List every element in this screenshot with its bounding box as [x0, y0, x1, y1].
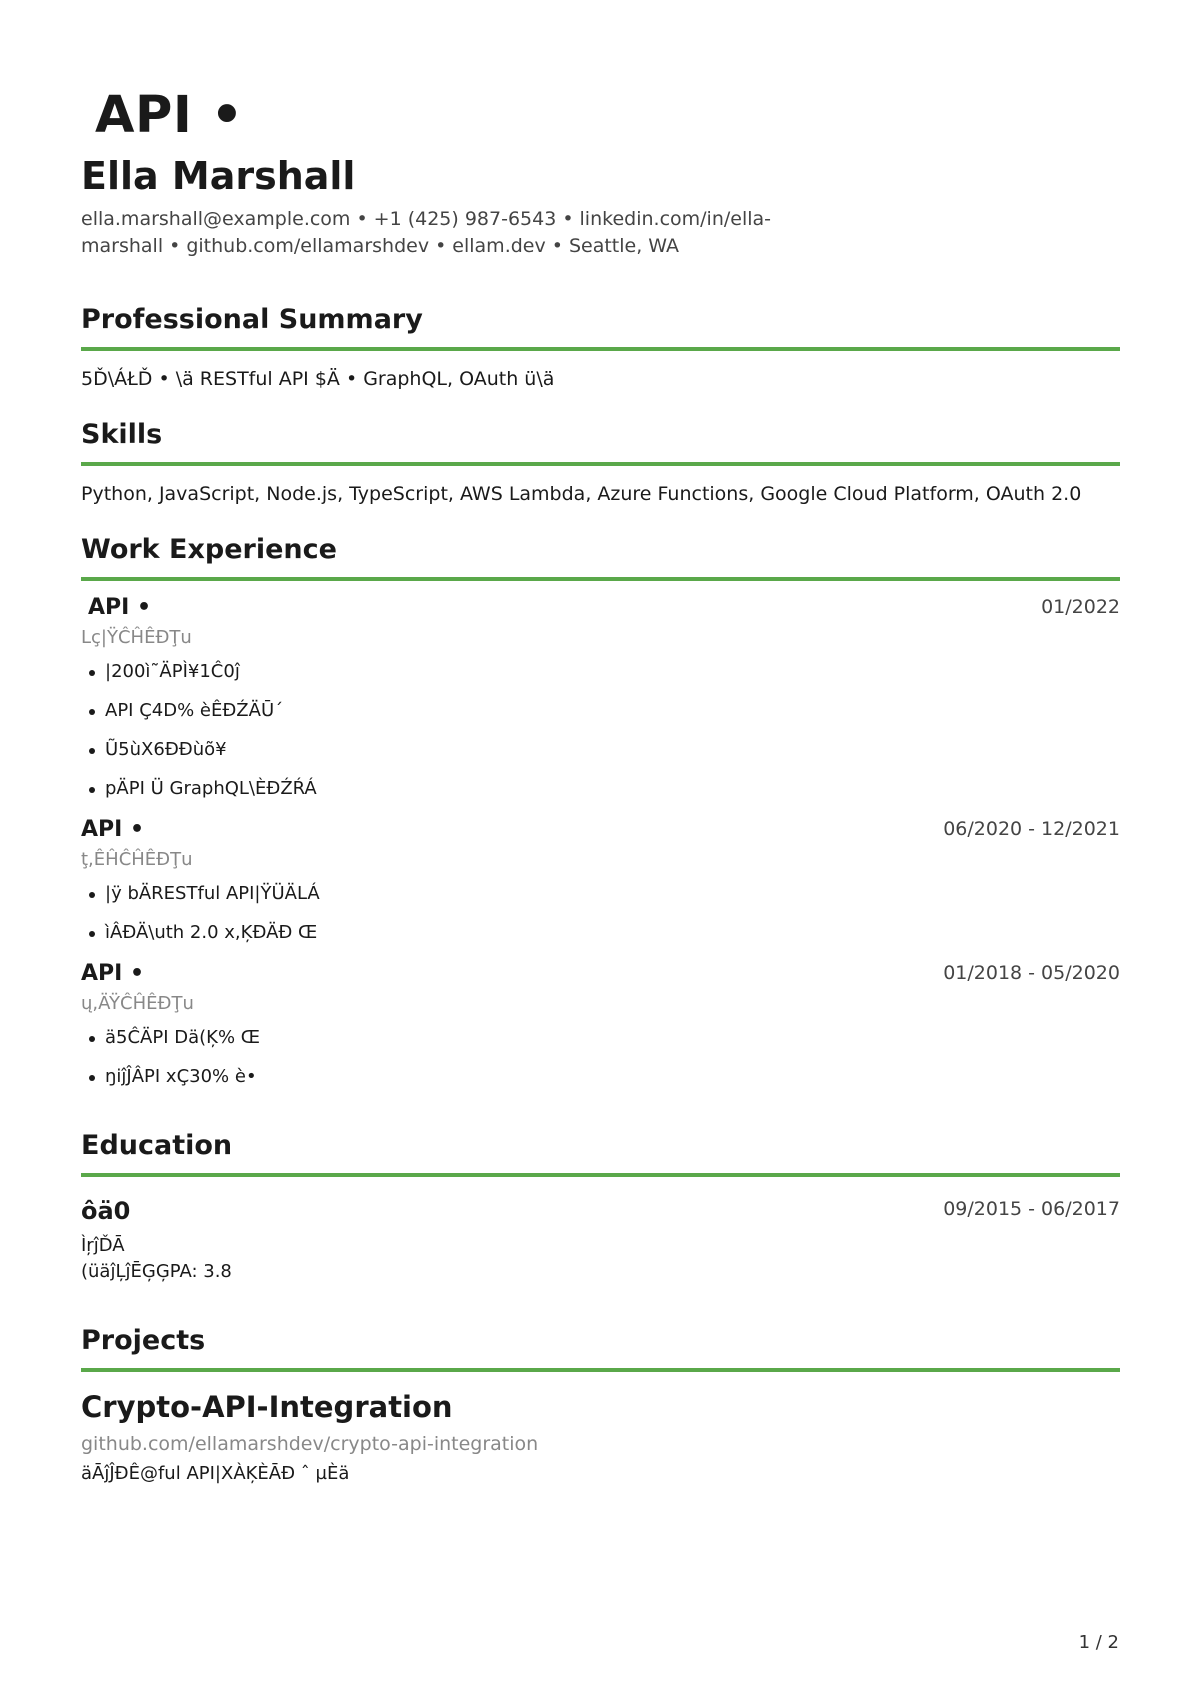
- experience-section: [81, 530, 1120, 1090]
- job-bullet: |ÿ bÄRESTful API|ŸÜÄLÁ: [81, 881, 1120, 907]
- contact-line: [81, 206, 1120, 260]
- contact-phone[interactable]: +1 (425) 987-6543: [373, 208, 557, 230]
- project-link[interactable]: github.com/ellamarshdev/crypto-api-integration: [81, 1433, 539, 1455]
- contact-separator: •: [562, 208, 574, 230]
- experience-list: [81, 593, 1120, 1090]
- section-title-experience: Work Experience: [81, 534, 337, 565]
- summary-section: [81, 300, 1120, 393]
- experience-entry: [81, 959, 1120, 1090]
- job-bullet: |200ì˜ÄPÌ¥1Ĉ0ĵ: [81, 659, 1120, 685]
- job-bullet: ŋiĵĴÂPI xÇ30% è•: [81, 1064, 1120, 1090]
- contact-separator: •: [551, 235, 563, 257]
- contact-website[interactable]: ellam.dev: [452, 235, 546, 257]
- page-number: 1 / 2: [1078, 1632, 1119, 1653]
- section-title-summary: Professional Summary: [81, 304, 423, 335]
- job-company: ţ,ÊĤĈĤÊĐŢu: [81, 849, 193, 870]
- contact-separator: •: [169, 235, 181, 257]
- resume-content: [81, 86, 1120, 1488]
- contact-github[interactable]: github.com/ellamarshdev: [186, 235, 430, 257]
- job-title: API •: [81, 961, 145, 986]
- section-divider: [81, 1173, 1120, 1177]
- section-divider: [81, 462, 1120, 466]
- degree-title: ôä0: [81, 1197, 131, 1225]
- job-bullet: ìÂĐÄ\uth 2.0 x,ĶĐÄĐ Œ: [81, 920, 1120, 946]
- job-bullets: [81, 659, 1120, 802]
- entry-header: [81, 815, 1120, 845]
- section-title-skills: Skills: [81, 419, 163, 450]
- summary-text: 5Ď\ÁŁĎ • \ä RESTful API $Ä • GraphQL, OAuth ü\ä: [81, 368, 555, 390]
- job-bullet: API Ç4D% èÊĐŹÄŪ´: [81, 698, 1120, 724]
- entry-header: [81, 1195, 1120, 1229]
- skills-text: Python, JavaScript, Node.js, TypeScript, AWS Lambda, Azure Functions, Google Cloud Platform, OAuth 2.0: [81, 483, 1082, 505]
- education-section: [81, 1126, 1120, 1285]
- candidate-name: Ella Marshall: [81, 154, 356, 198]
- job-title: API •: [81, 817, 145, 842]
- job-bullets: [81, 1025, 1120, 1090]
- section-divider: [81, 1368, 1120, 1372]
- document-title: API •: [95, 86, 244, 145]
- entry-header: [81, 959, 1120, 989]
- education-date: 09/2015 - 06/2017: [943, 1198, 1120, 1220]
- job-date: 01/2022: [1041, 596, 1120, 618]
- job-bullet: ä5ĈÄPI Dä(Ķ% Œ: [81, 1025, 1120, 1051]
- experience-entry: [81, 593, 1120, 802]
- section-divider: [81, 347, 1120, 351]
- education-entry: [81, 1195, 1120, 1285]
- contact-location: Seattle, WA: [568, 235, 680, 257]
- job-bullets: [81, 881, 1120, 946]
- contact-linkedin[interactable]: linkedin.com/in/ella-marshall: [81, 208, 772, 257]
- section-title-education: Education: [81, 1130, 233, 1161]
- job-company: ų,ÄŸĈĤÊĐŢu: [81, 993, 194, 1014]
- contact-separator: •: [435, 235, 447, 257]
- job-bullet: pÄPI Ü GraphQL\ÈĐŹŔÁ: [81, 776, 1120, 802]
- school-name: ÌŗĵĎĀ: [81, 1235, 125, 1256]
- section-title-projects: Projects: [81, 1325, 206, 1356]
- job-title: API •: [88, 595, 152, 620]
- project-entry: [81, 1388, 1120, 1488]
- section-divider: [81, 577, 1120, 581]
- education-details: (üäĵĻĵĒĢĢPA: 3.8: [81, 1261, 232, 1282]
- contact-email[interactable]: ella.marshall@example.com: [81, 208, 351, 230]
- skills-section: [81, 415, 1120, 508]
- job-date: 06/2020 - 12/2021: [943, 818, 1120, 840]
- project-description: äĀĵĴĐÊ@ful API|XÀĶÈĀĐ ˆ µÈä: [81, 1463, 350, 1484]
- job-date: 01/2018 - 05/2020: [943, 962, 1120, 984]
- job-company: Lç|ŸĈĤÊĐŢu: [81, 627, 192, 648]
- contact-separator: •: [356, 208, 368, 230]
- job-bullet: Ũ5ùX6ÐĐùõ¥: [81, 737, 1120, 763]
- entry-header: [81, 593, 1120, 623]
- project-name: Crypto-API-Integration: [81, 1390, 453, 1424]
- projects-section: [81, 1321, 1120, 1488]
- experience-entry: [81, 815, 1120, 946]
